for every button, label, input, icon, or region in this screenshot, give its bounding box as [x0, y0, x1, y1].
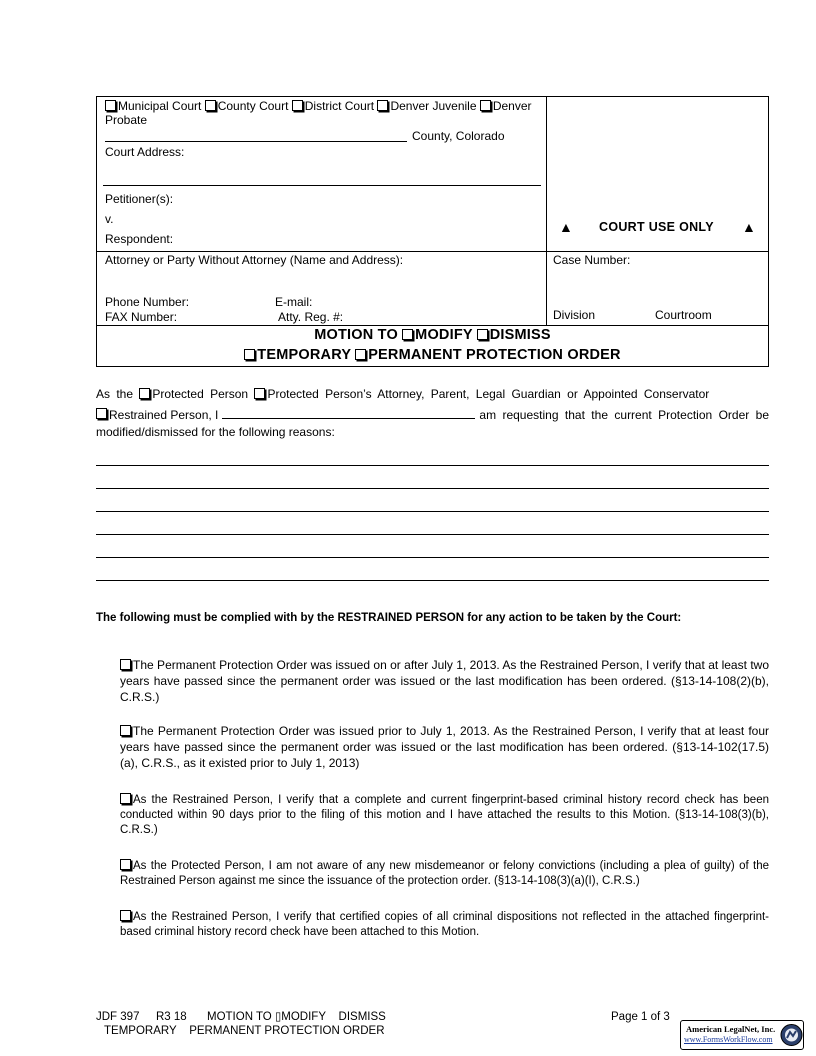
email-label: E-mail:: [275, 295, 313, 309]
reason-line[interactable]: [96, 534, 769, 535]
petitioner-label: Petitioner(s):: [105, 192, 174, 206]
court-option-label: Denver Probate: [105, 99, 532, 127]
protected-person-checkbox[interactable]: [139, 388, 150, 399]
requirement-item: [120, 910, 769, 940]
dismiss-label: DISMISS: [489, 327, 551, 343]
district-court-checkbox[interactable]: [292, 100, 303, 111]
requirement-text: As the Restrained Person, I verify that a complete and current fingerprint-based criminal history record check has been conducted within 90 days prior to the filing of this motion and I have attached the results to this Motion. (§13-14-108(3)(b), C.R.S.): [120, 794, 769, 836]
footer-title-line1: MOTION TO ▯MODIFY DISMISS: [207, 1011, 386, 1023]
triangle-icon: ▲: [559, 219, 573, 235]
logo-globe-icon: [780, 1023, 803, 1047]
division-label: Division: [553, 308, 596, 322]
caption-rule: [97, 251, 768, 252]
requirement-text: As the Restrained Person, I verify that certified copies of all criminal dispositions not reflected in the attached fingerprint-based criminal history record check have been attached to this Motion.: [120, 911, 769, 938]
county-field[interactable]: [105, 129, 407, 142]
caption-divider: [546, 97, 547, 325]
court-use-only-label: COURT USE ONLY: [599, 220, 714, 234]
fax-label: FAX Number:: [105, 310, 178, 324]
requirement-checkbox[interactable]: [120, 659, 131, 670]
requirement-checkbox[interactable]: [120, 910, 131, 921]
restrained-person-label: Restrained Person, I: [109, 408, 219, 422]
motion-title-line1: [97, 328, 768, 342]
logo-name: American LegalNet, Inc.: [686, 1024, 776, 1034]
respondent-label: Respondent:: [105, 232, 174, 246]
versus-label: v.: [105, 212, 114, 226]
triangle-icon: ▲: [742, 219, 756, 235]
requirement-item: [120, 793, 769, 838]
requirement-checkbox[interactable]: [120, 793, 131, 804]
title-prefix: MOTION TO: [314, 327, 398, 343]
temporary-label: TEMPORARY: [257, 347, 351, 363]
requirement-text: The Permanent Protection Order was issued prior to July 1, 2013. As the Restrained Person, I verify that at least four years have passed since the permanent order was issued or the last modification has been ordered. (§13-14-102(17.5)(a), C.R.S., as it existed prior to July 1, 2013): [120, 724, 769, 770]
requirement-text: As the Protected Person, I am not aware of any new misdemeanor or felony convictions (including a plea of guilty) of the Restrained Person against me since the issuance of the protection order. (§13-14-108(3)(a)(I), C.R.S.): [120, 860, 769, 887]
requirement-item: [120, 657, 769, 705]
permanent-label: PERMANENT PROTECTION ORDER: [368, 347, 621, 363]
modify-checkbox[interactable]: [402, 329, 413, 340]
reason-line[interactable]: [96, 580, 769, 581]
municipal-court-checkbox[interactable]: [105, 100, 116, 111]
requirement-checkbox[interactable]: [120, 725, 131, 736]
protected-attorney-label: Protected Person’s Attorney, Parent, Legal Guardian or Appointed Conservator: [267, 387, 710, 401]
court-option-label: Municipal Court: [118, 99, 202, 113]
intro-line2: [96, 407, 769, 423]
phone-label: Phone Number:: [105, 295, 190, 309]
court-option-label: Denver Juvenile: [390, 99, 477, 113]
protected-attorney-checkbox[interactable]: [254, 388, 265, 399]
intro-line1: [96, 386, 769, 402]
court-option-label: District Court: [304, 99, 375, 113]
page-number: Page 1 of 3: [611, 1011, 670, 1023]
form-id: JDF 397: [96, 1011, 140, 1023]
temporary-checkbox[interactable]: [244, 349, 255, 360]
intro-text: am requesting that the current Protection Order be: [479, 408, 769, 422]
denver-juvenile-checkbox[interactable]: [377, 100, 388, 111]
name-field[interactable]: [222, 407, 475, 419]
courtroom-label: Courtroom: [655, 308, 712, 322]
case-caption: [96, 96, 769, 367]
reason-line[interactable]: [96, 511, 769, 512]
reason-line[interactable]: [96, 488, 769, 489]
court-option-label: County Court: [217, 99, 289, 113]
modify-label: MODIFY: [415, 327, 473, 343]
caption-rule: [97, 325, 768, 326]
requirement-text: The Permanent Protection Order was issued on or after July 1, 2013. As the Restrained Person, I verify that at least two years have passed since the permanent order was issued or the last modification has been ordered. (§13-14-108(2)(b), C.R.S.): [120, 658, 769, 704]
county-suffix: County, Colorado: [412, 129, 505, 143]
attorney-label: Attorney or Party Without Attorney (Name and Address):: [105, 253, 404, 267]
footer-title-line2: TEMPORARY PERMANENT PROTECTION ORDER: [104, 1025, 385, 1037]
intro-text: As the: [96, 387, 134, 401]
permanent-checkbox[interactable]: [355, 349, 366, 360]
case-number-label: Case Number:: [553, 253, 631, 267]
logo-url[interactable]: www.FormsWorkFlow.com: [684, 1035, 773, 1044]
court-address-label: Court Address:: [105, 145, 185, 159]
court-address-field[interactable]: [103, 185, 541, 186]
form-revision: R3 18: [156, 1011, 187, 1023]
denver-probate-checkbox[interactable]: [480, 100, 491, 111]
requirements-heading: The following must be complied with by the RESTRAINED PERSON for any action to be taken by the Court:: [96, 612, 682, 624]
county-court-checkbox[interactable]: [205, 100, 216, 111]
protected-person-label: Protected Person: [152, 387, 249, 401]
reason-line[interactable]: [96, 465, 769, 466]
intro-line3: modified/dismissed for the following reasons:: [96, 425, 335, 439]
motion-title-line2: [97, 348, 768, 362]
court-selection: [105, 99, 543, 127]
atty-reg-label: Atty. Reg. #:: [278, 310, 344, 324]
restrained-person-checkbox[interactable]: [96, 408, 107, 419]
requirement-item: [120, 859, 769, 889]
reason-line[interactable]: [96, 557, 769, 558]
dismiss-checkbox[interactable]: [477, 329, 488, 340]
requirement-item: [120, 723, 769, 771]
publisher-logo: [680, 1020, 804, 1050]
requirement-checkbox[interactable]: [120, 859, 131, 870]
